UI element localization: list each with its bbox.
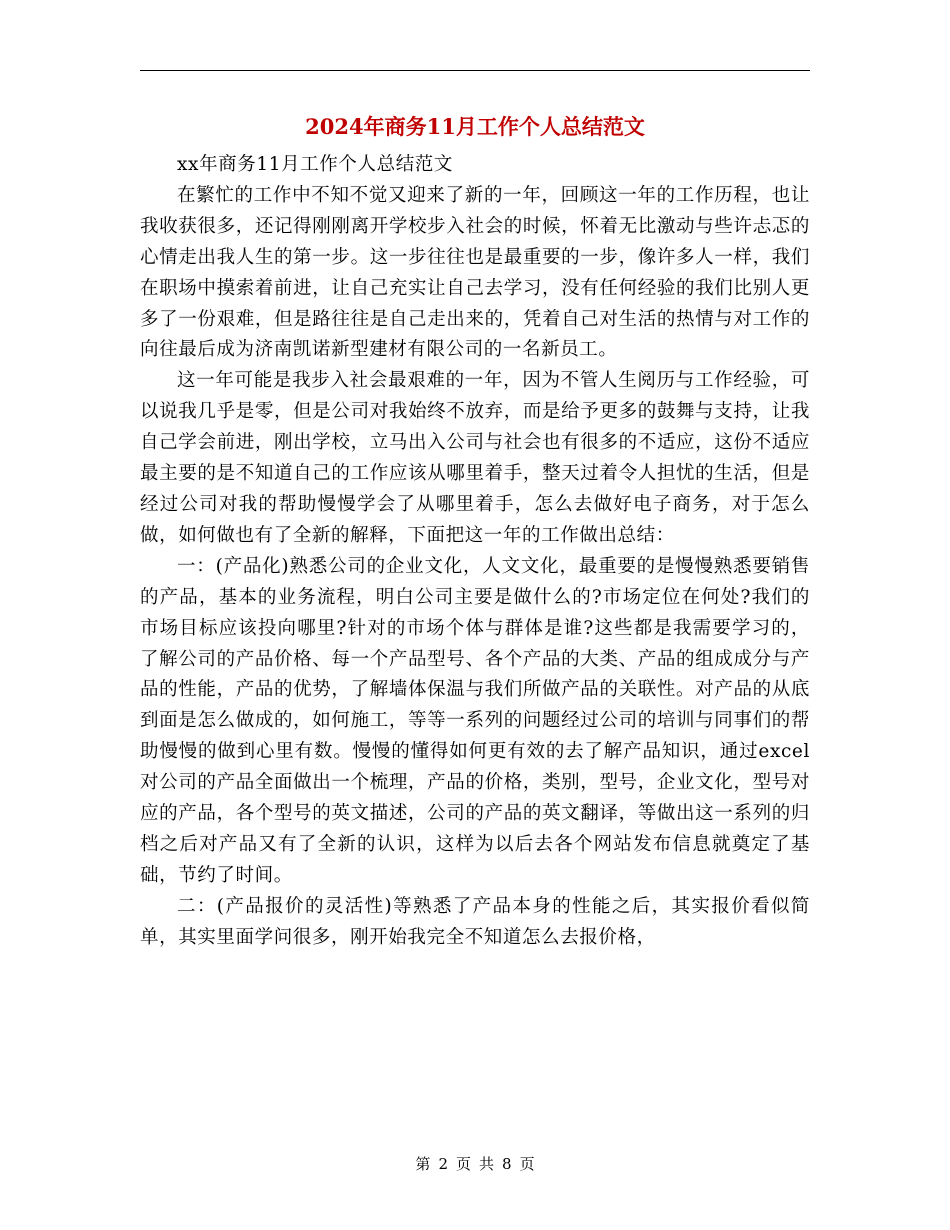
document-body: [140, 150, 810, 954]
footer-suffix: 页: [519, 1155, 535, 1173]
footer-current-page: 2: [438, 1155, 448, 1173]
footer-total-prefix: 共: [479, 1155, 495, 1173]
footer-page-word: 页: [455, 1155, 471, 1173]
footer-prefix: 第: [415, 1155, 431, 1173]
body-paragraph: 二：(产品报价的灵活性)等熟悉了产品本身的性能之后，其实报价看似简单，其实里面学问很多，刚开始我完全不知道怎么去报价格，: [140, 895, 810, 948]
body-paragraph: 这一年可能是我步入社会最艰难的一年，因为不管人生阅历与工作经验，可以说我几乎是零，但是公司对我始终不放弃，而是给予更多的鼓舞与支持，让我自己学会前进，刚出学校，立马出入公司与社会也有很多的不适应，这份不适应最主要的是不知道自己的工作应该从哪里着手，整天过着令人担忧的生活，但是经过公司对我的帮助慢慢学会了从哪里着手，怎么去做好电子商务，对于怎么做，如何做也有了全新的解释，下面把这一年的工作做出总结：: [140, 370, 810, 546]
body-paragraph: 在繁忙的工作中不知不觉又迎来了新的一年，回顾这一年的工作历程，也让我收获很多，还记得刚刚离开学校步入社会的时候，怀着无比激动与些许忐忑的心情走出我人生的第一步。这一步往往也是最重要的一步，像许多人一样，我们在职场中摸索着前进，让自己充实让自己去学习，没有任何经验的我们比别人更多了一份艰难，但是路往往是自己走出来的，凭着自己对生活的热情与对工作的向往最后成为济南凯诺新型建材有限公司的一名新员工。: [140, 184, 810, 361]
subtitle-paragraph: xx年商务11月工作个人总结范文: [177, 154, 454, 175]
body-paragraph: 一：(产品化)熟悉公司的企业文化，人文文化，最重要的是慢慢熟悉要销售的产品，基本的业务流程，明白公司主要是做什么的?市场定位在何处?我们的市场目标应该投向哪里?针对的市场个体与群体是谁?这些都是我需要学习的，了解公司的产品价格、每一个产品型号、各个产品的大类、产品的组成成分与产品的性能，产品的优势，了解墙体保温与我们所做产品的关联性。对产品的从底到面是怎么做成的，如何施工，等等一系列的问题经过公司的培训与同事们的帮助慢慢的做到心里有数。慢慢的懂得如何更有效的去了解产品知识，通过excel对公司的产品全面做出一个梳理，产品的价格，类别，型号，企业文化，型号对应的产品，各个型号的英文描述，公司的产品的英文翻译，等做出这一系列的归档之后对产品又有了全新的认识，这样为以后去各个网站发布信息就奠定了基础，节约了时间。: [140, 555, 810, 886]
footer-total-pages: 8: [502, 1155, 512, 1173]
header-rule: [140, 70, 810, 71]
page-footer: [0, 1152, 950, 1176]
document-title: 2024年商务11月工作个人总结范文: [305, 114, 645, 139]
